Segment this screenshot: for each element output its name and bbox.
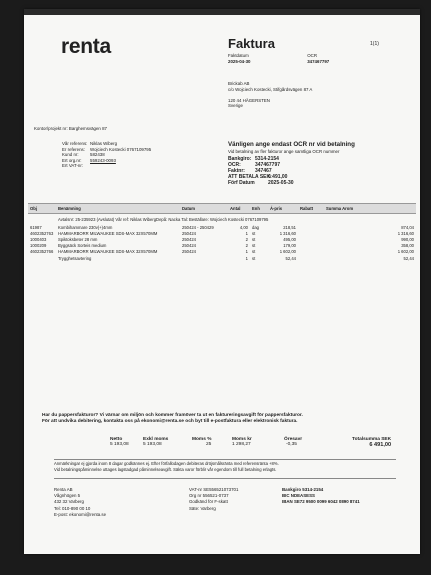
col-header: Summa Arom (324, 204, 416, 214)
table-cell: 250424 (182, 249, 196, 255)
table-cell: 4602352763 (30, 230, 54, 236)
ref-label: Er referens: (62, 146, 85, 152)
ref-value: 559243-0093 (90, 157, 116, 163)
totals-sum (352, 437, 391, 448)
table-cell: Byggsäck Sorteis medium (58, 243, 107, 249)
table-cell: 250424 (182, 236, 196, 242)
table-cell: 1 (245, 230, 248, 236)
ref-label: Kund nr: (62, 152, 79, 158)
ref-value: 582438 (90, 152, 105, 158)
footer-line: Bankgiro 5314-2154 (282, 487, 324, 492)
divider (54, 478, 396, 479)
col-header: Datum (180, 204, 228, 214)
table-cell: HAMMARBORR MILWAUKEE SDS-MAX 32X570MM (58, 249, 158, 255)
col-header: Rabatt (298, 204, 324, 214)
table-cell: 52,44 (403, 255, 414, 261)
col-header: Benämning (56, 204, 180, 214)
table-cell: dag (252, 224, 259, 230)
ref-label: Ert VAT-nr: (62, 163, 84, 169)
table-cell: 1 316,60 (397, 230, 414, 236)
footer-line: VAT-nr SE556521073701 (189, 487, 239, 492)
payment-value: 347467 (255, 167, 272, 174)
totals-exkl (143, 437, 168, 447)
payment-subtitle: Vid betalning av fler fakturor ange samtliga OCR nummer (228, 149, 340, 154)
table-cell: 1000403 (30, 236, 47, 242)
order-line-row (28, 214, 416, 225)
table-cell: Kombihammare 230v(+)4mm (58, 224, 113, 230)
table-cell: 61987 (30, 224, 42, 230)
footer-legal (189, 487, 238, 512)
ocr-label: OCR (307, 53, 317, 58)
totals-netto (110, 437, 129, 447)
payment-terms (54, 461, 279, 473)
momskr-value: 1 298,27 (232, 442, 251, 447)
table-cell: st (252, 230, 256, 236)
table-cell: 1 (245, 255, 248, 261)
brand-logo: renta (61, 35, 111, 58)
recipient-line: Brickab AB (228, 81, 250, 86)
table-cell: st (252, 255, 256, 261)
table-cell: 1 316,60 (279, 230, 296, 236)
document-title: Faktura (228, 36, 275, 51)
notice-line: Har du pappersfakturor? Vi värnar om miljön och kommer framöver ta ut en faktureringsavgift för pappersfakturor. (42, 413, 303, 418)
footer-line: E-post: ekonomi@renta.se (54, 511, 107, 517)
netto-label: Netto (110, 437, 123, 442)
table-cell (180, 255, 228, 261)
payment-value: 5314-2154 (255, 155, 279, 162)
invoice-sheet (24, 9, 420, 554)
recipient-line: Sverige (228, 103, 243, 109)
exkl-label: Exkl moms (143, 437, 169, 442)
ref-value: Wojciech Kostecki 0767109795 (90, 146, 152, 152)
ocr-value: 347467797 (307, 58, 330, 64)
table-header-row (28, 204, 416, 214)
total-value: 6 491,00 (369, 442, 392, 448)
recipient-line: c/o Wojciech Kostecki, Stifgårdsvägen 87 A (228, 86, 313, 92)
order-line: Avtalsnr: 25-235923 (Avslutat) Vår ref: Niklas WibergDepå: Nacka Tal: Beställare: Wojciech Kostecki 0767109795 (58, 217, 269, 222)
exkl-value: 5 193,08 (143, 442, 162, 447)
table-cell: st (252, 243, 256, 249)
table-cell (298, 255, 324, 261)
terms-line: Vid betalningspåminnelse uttages lagstadgad påminnelseavgift. Säkta varor förblir vår egendom till full betalning erlagts. (54, 467, 277, 472)
table-cell: 4,00 (239, 224, 248, 230)
footer-line: Tel: 010-890 00 10 (54, 505, 91, 511)
payment-value: 347467797 (255, 161, 281, 168)
col-header: Enh (250, 204, 268, 214)
table-cell: 874,04 (401, 224, 414, 230)
netto-value: 5 193,08 (110, 442, 129, 447)
ores-value: -0,35 (286, 442, 297, 447)
table-cell: 4602352766 (30, 249, 54, 255)
col-header: Á-pris (268, 204, 298, 214)
payment-block (228, 141, 355, 186)
table-cell: 495,00 (283, 236, 296, 242)
table-cell: 1 602,00 (279, 249, 296, 255)
ref-label: Ert org.nr: (62, 157, 82, 163)
invoice-header (228, 53, 329, 64)
table-cell: 1 602,00 (397, 249, 414, 255)
col-header: Obj (28, 204, 56, 214)
ref-label: Vår referens: (62, 141, 88, 146)
footer-bank (282, 487, 360, 506)
footer-line: Säte: Varberg (189, 505, 216, 511)
momsp-value: 25 (206, 442, 212, 447)
footer-line: 432 32 Varberg (54, 499, 84, 505)
payment-label: Bankgiro: (228, 155, 252, 162)
table-cell: Spiktoksbeter 28 mm (58, 236, 98, 242)
table-cell: 52,44 (285, 255, 296, 261)
terms-line: Anmärkningar ej gjorda inom 8 dagar godkännes ej. Efter förfallodagen debiteras dröjsmålsränta med referensränta +8%. (54, 461, 279, 466)
footer-line: Org nr 556521-0737 (189, 493, 229, 499)
reference-block (62, 141, 151, 169)
divider (54, 459, 396, 460)
totals-momsp (192, 437, 211, 447)
table-cell: 1000209 (30, 243, 47, 249)
date-value: 2025-04-30 (228, 58, 251, 64)
table-row (28, 255, 416, 261)
payment-label: ATT BETALA SEK: (228, 173, 272, 180)
total-label: Totalsumma SEK (352, 437, 392, 442)
table-cell: 250424 (182, 243, 196, 249)
notice-line: För att undvika debitering, kontakta oss på ekonomi@renta.se och byt till e-postfaktura eller elektronisk faktura. (42, 419, 298, 425)
date-label: Faktdatum (228, 53, 249, 58)
table-cell: 2 (245, 243, 248, 249)
momsp-label: Moms % (192, 437, 212, 442)
table-cell: 2 (245, 236, 248, 242)
footer-line: Vågnhögen 5 (54, 493, 81, 499)
ores-label: Öresavr (284, 437, 303, 442)
items-table (28, 203, 416, 261)
col-header: Antal (228, 204, 250, 214)
project-line: Kontor/projekt nr: Barghemsvägen 87 (34, 126, 107, 131)
top-bar (24, 9, 420, 15)
table-cell: 358,00 (401, 243, 414, 249)
payment-label: Faktnr: (228, 167, 245, 174)
paper-invoice-notice (42, 413, 303, 426)
totals-ores (284, 437, 302, 447)
table-cell: 179,00 (283, 243, 296, 249)
footer-line: BIC NDEASESS (282, 493, 315, 499)
table-cell: HAMMARBORR MILWAUKEE SDS-MAX 32X570MM (58, 230, 158, 236)
table-cell: Trygghetsavtering (58, 255, 92, 261)
footer-company (54, 487, 106, 518)
payment-value: 2025-05-30 (268, 179, 294, 186)
footer-line: IBAN SE72 9500 0099 6042 0890 8741 (282, 499, 360, 505)
payment-value: 6 491,00 (268, 173, 288, 180)
table-cell: 218,51 (283, 224, 296, 230)
momskr-label: Moms kr (232, 437, 252, 442)
payment-label: Förf Datum (228, 179, 255, 186)
recipient-line: 120 44 HÄGERSTEN (228, 97, 270, 103)
ref-value: Niklas Wiberg (90, 141, 118, 146)
payment-label: OCR: (228, 161, 241, 168)
footer-line: Godkänd för F-skatt (189, 499, 228, 505)
table-cell (28, 255, 56, 261)
page-number: 1(1) (370, 41, 379, 47)
totals-momskr (232, 437, 252, 447)
table-cell (28, 214, 56, 225)
table-cell: 250424 (182, 230, 196, 236)
table-cell: st (252, 249, 256, 255)
recipient-address (228, 81, 312, 109)
footer-line: Renta AB (54, 487, 73, 492)
table-cell: 1 (245, 249, 248, 255)
table-cell: st (252, 236, 256, 242)
table-cell: 990,00 (401, 236, 414, 242)
payment-title: Vänligen ange endast OCR nr vid betalning (228, 141, 355, 148)
table-cell: 250424 - 250429 (182, 224, 214, 230)
